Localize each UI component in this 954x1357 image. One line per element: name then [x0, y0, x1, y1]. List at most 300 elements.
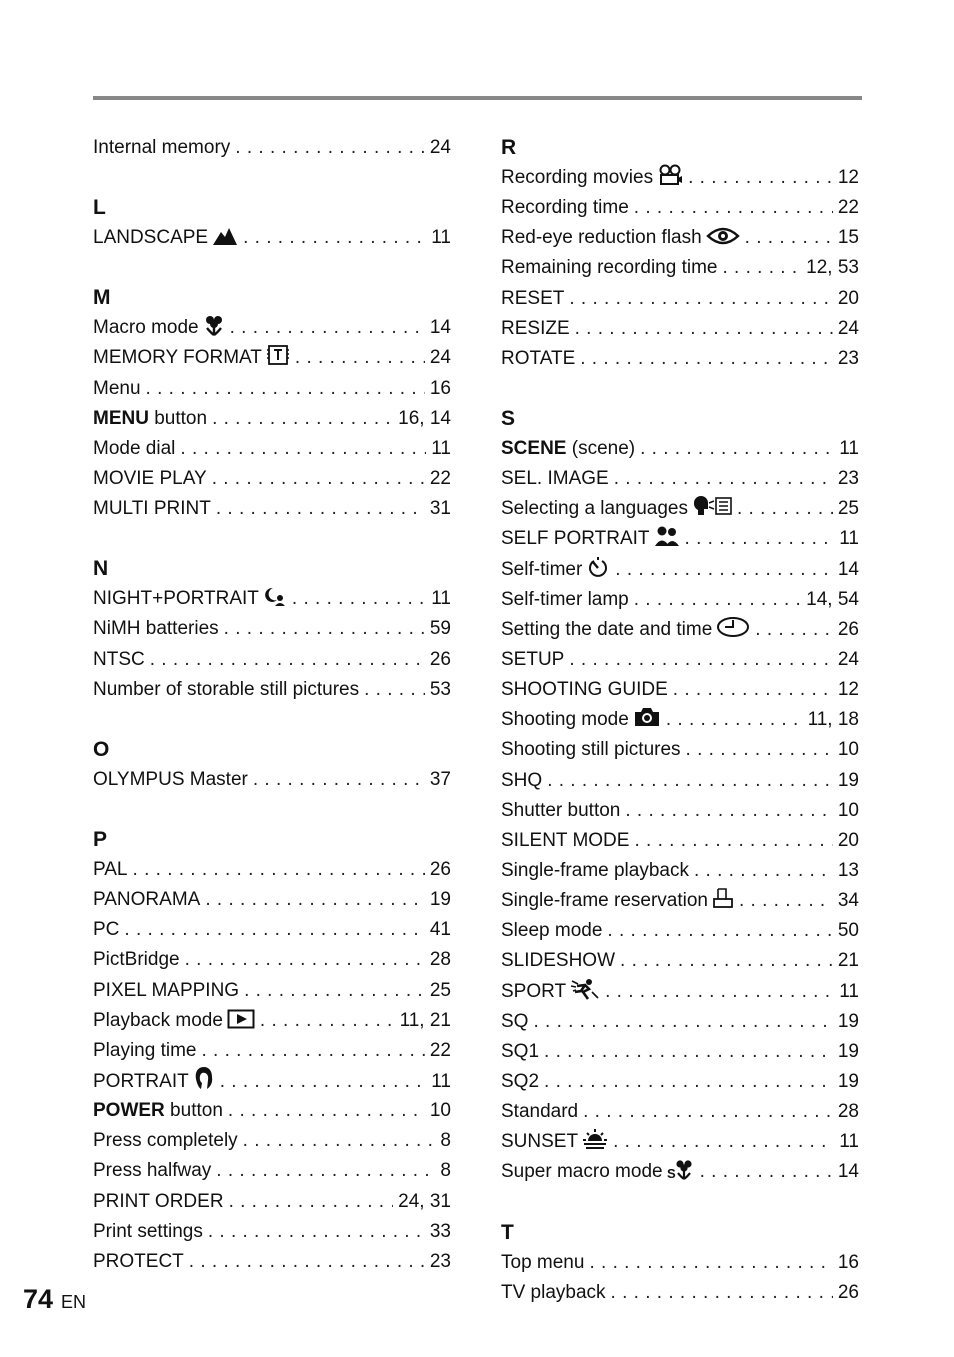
- entry-page-ref: 20: [837, 287, 859, 309]
- index-section-t: [501, 1188, 859, 1308]
- entry-term-text: (scene): [566, 437, 636, 459]
- index-entry-mode-dial: [93, 434, 451, 464]
- macro-flower-icon: [203, 314, 225, 346]
- entry-term-text: SQ1: [501, 1040, 540, 1062]
- entry-term: [501, 344, 575, 374]
- entry-page-ref: 25: [429, 979, 451, 1001]
- entry-page-ref: 34: [837, 890, 859, 912]
- index-entry-shooting-guide: [501, 675, 859, 705]
- entry-page-ref: 12: [837, 167, 859, 188]
- dot-leader: [243, 1126, 436, 1156]
- index-section-r: [501, 133, 859, 374]
- entry-term-text: Internal memory: [93, 137, 231, 158]
- entry-term-text: Playing time: [93, 1039, 197, 1061]
- dot-leader: [243, 223, 426, 253]
- dot-leader: [150, 645, 425, 675]
- dot-leader: [634, 585, 801, 615]
- entry-page-ref: 10: [429, 1100, 451, 1122]
- section-letter: O: [93, 737, 110, 761]
- dot-leader: [212, 464, 425, 494]
- entry-page-ref: 11: [431, 588, 451, 610]
- index-entry-self-timer: [501, 555, 859, 585]
- dot-leader: [146, 374, 425, 404]
- entry-term-text: MULTI PRINT: [93, 498, 211, 520]
- dot-leader: [124, 915, 424, 945]
- entry-page-ref: 24: [429, 137, 451, 158]
- dot-leader: [569, 645, 833, 675]
- index-entry-setting-the-date-and-time: [501, 615, 859, 645]
- entry-term: [501, 1067, 539, 1097]
- index-entry-nimh-batteries: [93, 614, 451, 644]
- entry-term-text: Press completely: [93, 1130, 238, 1152]
- entry-term: [93, 1156, 211, 1186]
- entry-term: [93, 1066, 215, 1100]
- entry-term-text: Recording time: [501, 197, 629, 219]
- entry-term-text: Selecting a languages: [501, 498, 688, 520]
- dot-leader: [569, 284, 833, 314]
- entry-page-ref: 14, 54: [806, 588, 859, 610]
- entry-term-text: MOVIE PLAY: [93, 467, 207, 489]
- index-entry-recording-time: [501, 193, 859, 223]
- index-entry-rotate: [501, 344, 859, 374]
- entry-term-text: TV playback: [501, 1281, 606, 1303]
- index-entry-pc: [93, 915, 451, 945]
- entry-page-ref: 24: [837, 317, 859, 339]
- entry-term: [93, 1096, 223, 1126]
- dot-leader: [613, 1127, 834, 1157]
- entry-term-text: PC: [93, 919, 120, 941]
- entry-page-ref: 19: [837, 1010, 859, 1032]
- dot-leader: [230, 313, 425, 343]
- entry-term: [501, 826, 629, 856]
- entry-term: [93, 1126, 238, 1156]
- language-code: EN: [61, 1292, 87, 1312]
- index-entry-internal-memory: [93, 133, 451, 163]
- entry-page-ref: 59: [429, 618, 451, 640]
- entry-term-text: NiMH batteries: [93, 618, 219, 640]
- entry-term-text: Macro mode: [93, 317, 199, 339]
- index-entry-top-menu: [501, 1248, 859, 1278]
- language-icon: [692, 495, 732, 527]
- page-number: 74: [23, 1284, 54, 1314]
- dot-leader: [583, 1097, 833, 1127]
- entry-term: [93, 313, 225, 346]
- entry-term-text: SUNSET: [501, 1131, 579, 1153]
- entry-term: [93, 1217, 203, 1247]
- entry-term: [501, 1157, 695, 1190]
- entry-term: [501, 163, 683, 196]
- entry-term: [93, 675, 359, 705]
- entry-term-text: Single-frame reservation: [501, 890, 708, 912]
- entry-page-ref: 8: [440, 1130, 451, 1152]
- entry-term: [501, 555, 610, 588]
- dot-leader: [673, 675, 833, 705]
- dot-leader: [292, 584, 426, 614]
- index-entry-night-portrait: [93, 584, 451, 614]
- entry-term-text: NIGHT+PORTRAIT: [93, 588, 259, 610]
- entry-term-text: ROTATE: [501, 347, 576, 369]
- entry-term-text: Recording movies: [501, 167, 654, 188]
- entry-term-text: Self-timer: [501, 558, 583, 580]
- dot-leader: [634, 193, 833, 223]
- sunset-icon: [582, 1128, 608, 1160]
- dot-leader: [685, 524, 835, 554]
- dot-leader: [224, 614, 425, 644]
- entry-term: [93, 1036, 197, 1066]
- playback-icon: [227, 1009, 255, 1039]
- entry-term-text: Menu: [93, 377, 141, 399]
- entry-term-text: SHOOTING GUIDE: [501, 679, 668, 701]
- entry-page-ref: 11: [431, 1070, 451, 1092]
- entry-page-ref: 53: [429, 678, 451, 700]
- dot-leader: [228, 1096, 425, 1126]
- entry-page-ref: 22: [429, 1039, 451, 1061]
- entry-term-text: Remaining recording time: [501, 257, 718, 279]
- dot-leader: [739, 886, 833, 916]
- entry-term: [501, 886, 734, 919]
- entry-term: [501, 1127, 608, 1160]
- index-section-p: [93, 795, 451, 1277]
- entry-term-text: Sleep mode: [501, 920, 603, 942]
- dot-leader: [253, 765, 425, 795]
- landscape-icon: [212, 226, 238, 256]
- dot-leader: [575, 314, 833, 344]
- dot-leader: [544, 1037, 833, 1067]
- clock-icon: [716, 616, 750, 648]
- self-portrait-icon: [654, 525, 680, 557]
- entry-page-ref: 14: [837, 1161, 859, 1183]
- super-macro-icon: [667, 1158, 695, 1190]
- entry-term: [93, 765, 248, 795]
- entry-term-text: PIXEL MAPPING: [93, 979, 240, 1001]
- section-spacer: [501, 1188, 859, 1218]
- entry-page-ref: 12: [837, 679, 859, 701]
- entry-term-text: SHQ: [501, 769, 543, 791]
- entry-page-ref: 16, 14: [398, 407, 451, 429]
- section-spacer: [93, 524, 451, 554]
- entry-term: [501, 675, 668, 705]
- section-spacer: [93, 163, 451, 193]
- entry-page-ref: 26: [837, 618, 859, 640]
- index-column-left: [93, 133, 451, 1277]
- section-letter: S: [501, 406, 516, 430]
- dot-leader: [544, 1067, 833, 1097]
- entry-term: [501, 645, 564, 675]
- entry-page-ref: 24: [837, 648, 859, 670]
- entry-term-text: PAL: [93, 858, 128, 880]
- entry-page-ref: 12, 53: [806, 257, 859, 279]
- entry-term-text: Mode dial: [93, 437, 176, 459]
- index-entry-power-button: [93, 1096, 451, 1126]
- index-entry-selecting-a-languages: [501, 494, 859, 524]
- entry-term-text: LANDSCAPE: [93, 227, 209, 249]
- index-entry-super-macro-mode: [501, 1157, 859, 1187]
- entry-page-ref: 50: [837, 920, 859, 942]
- entry-page-ref: 11: [839, 528, 859, 550]
- entry-term: [93, 404, 207, 434]
- entry-term-text: PROTECT: [93, 1250, 184, 1272]
- section-letter: R: [501, 136, 517, 159]
- dot-leader: [640, 434, 834, 464]
- index-entry-memory-format: [93, 343, 451, 373]
- entry-page-ref: 8: [440, 1160, 451, 1182]
- entry-term: [501, 977, 600, 1010]
- dot-leader: [605, 977, 834, 1007]
- dot-leader: [185, 945, 425, 975]
- index-entry-macro-mode: [93, 313, 451, 343]
- section-spacer: [501, 374, 859, 404]
- entry-term: [93, 976, 239, 1006]
- entry-term: [501, 253, 718, 283]
- entry-term: [501, 223, 740, 256]
- entry-term: [501, 494, 732, 527]
- index-entry-standard: [501, 1097, 859, 1127]
- dot-leader: [244, 976, 425, 1006]
- entry-page-ref: 24, 31: [398, 1190, 451, 1212]
- index-entry-shq: [501, 766, 859, 796]
- index-entry-setup: [501, 645, 859, 675]
- entry-page-ref: 31: [429, 498, 451, 520]
- section-spacer: [93, 705, 451, 735]
- index-entry-shooting-still-pictures: [501, 735, 859, 765]
- dot-leader: [625, 796, 832, 826]
- index-entry-olympus-master: [93, 765, 451, 795]
- entry-term-text: Shooting mode: [501, 709, 629, 731]
- index-entry-menu: [93, 374, 451, 404]
- entry-term: [93, 915, 119, 945]
- dot-leader: [295, 343, 425, 373]
- entry-term-text: Print settings: [93, 1220, 203, 1242]
- svg-text:S: S: [666, 1166, 676, 1181]
- entry-term-text: Setting the date and time: [501, 618, 713, 640]
- memory-format-icon: [266, 344, 290, 376]
- index-entry-slideshow: [501, 946, 859, 976]
- index-column-right: [501, 133, 859, 1308]
- index-entry-panorama: [93, 885, 451, 915]
- entry-term-text: RESIZE: [501, 317, 570, 339]
- entry-term-text: Shooting still pictures: [501, 739, 681, 761]
- entry-page-ref: 41: [429, 919, 451, 941]
- dot-leader: [189, 1247, 425, 1277]
- section-letter: M: [93, 286, 111, 310]
- entry-term-text: SLIDESHOW: [501, 950, 616, 972]
- entry-page-ref: 10: [837, 799, 859, 821]
- entry-term: [501, 464, 609, 494]
- section-letter: N: [93, 557, 109, 581]
- entry-term-text: Self-timer lamp: [501, 588, 629, 610]
- entry-term-text: Top menu: [501, 1251, 585, 1273]
- entry-page-ref: 23: [429, 1250, 451, 1272]
- entry-page-ref: 11, 21: [399, 1009, 451, 1031]
- red-eye-icon: [706, 226, 740, 256]
- entry-term-text: Standard: [501, 1101, 579, 1123]
- entry-term-text: SQ: [501, 1010, 529, 1032]
- entry-term-text: button: [164, 1100, 223, 1122]
- night-portrait-icon: [263, 585, 287, 617]
- dot-leader: [133, 855, 425, 885]
- entry-term-text: Press halfway: [93, 1160, 212, 1182]
- index-entry-tv-playback: [501, 1278, 859, 1308]
- entry-page-ref: 11: [839, 1131, 859, 1153]
- entry-term: [501, 916, 602, 946]
- entry-page-ref: 11: [431, 437, 451, 459]
- entry-term-text: PRINT ORDER: [93, 1190, 224, 1212]
- entry-term: [501, 1007, 528, 1037]
- entry-term-text: Number of storable still pictures: [93, 678, 360, 700]
- dot-leader: [235, 133, 425, 163]
- entry-term-text: PictBridge: [93, 949, 180, 971]
- index-entry-red-eye-reduction-flash: [501, 223, 859, 253]
- dot-leader: [700, 1157, 833, 1187]
- dot-leader: [634, 826, 832, 856]
- entry-term-text: SILENT MODE: [501, 829, 630, 851]
- entry-term: [501, 585, 629, 615]
- dot-leader: [212, 404, 393, 434]
- index-entry-reset: [501, 284, 859, 314]
- entry-term-text: PANORAMA: [93, 889, 201, 911]
- dot-leader: [737, 494, 833, 524]
- entry-term: [93, 494, 211, 524]
- entry-page-ref: 22: [429, 467, 451, 489]
- entry-page-ref: 26: [837, 1281, 859, 1303]
- section-letter: T: [501, 1220, 514, 1244]
- index-entry-self-portrait: [501, 524, 859, 554]
- entry-page-ref: 16: [429, 377, 451, 399]
- entry-page-ref: 21: [837, 950, 859, 972]
- top-rule: [93, 96, 862, 100]
- index-entry-single-frame-reservation: [501, 886, 859, 916]
- index-entry-print-settings: [93, 1217, 451, 1247]
- section-spacer: [93, 795, 451, 825]
- entry-term: [93, 614, 219, 644]
- section-letter: L: [93, 196, 106, 220]
- index-entry-scene-scene: [501, 434, 859, 464]
- index-entry-number-of-storable-still-pictures: [93, 675, 451, 705]
- entry-page-ref: 14: [429, 317, 451, 339]
- camera-icon: [633, 706, 661, 738]
- entry-term: [93, 855, 128, 885]
- entry-term-text: OLYMPUS Master: [93, 768, 248, 790]
- portrait-icon: [193, 1066, 215, 1100]
- dot-leader: [686, 735, 833, 765]
- index-entry-ntsc: [93, 645, 451, 675]
- entry-term-text: MEMORY FORMAT: [93, 347, 262, 369]
- entry-term: [93, 133, 230, 163]
- section-letter: P: [93, 827, 108, 851]
- index-entry-recording-movies: [501, 163, 859, 193]
- entry-term: [501, 434, 635, 464]
- dot-leader: [220, 1067, 427, 1097]
- entry-page-ref: 19: [837, 769, 859, 791]
- dot-leader: [589, 1248, 832, 1278]
- dot-leader: [607, 916, 832, 946]
- entry-term: [93, 374, 141, 404]
- dot-leader: [666, 705, 803, 735]
- entry-page-ref: 26: [429, 858, 451, 880]
- index-entry-self-timer-lamp: [501, 585, 859, 615]
- entry-page-ref: 28: [429, 949, 451, 971]
- dot-leader: [260, 1006, 395, 1036]
- index-entry-shutter-button: [501, 796, 859, 826]
- entry-page-ref: 15: [837, 227, 859, 249]
- entry-page-ref: 11: [839, 980, 859, 1002]
- entry-term-text: Single-frame playback: [501, 859, 689, 881]
- entry-term: [501, 766, 542, 796]
- dot-leader: [208, 1217, 425, 1247]
- dot-leader: [180, 434, 426, 464]
- entry-term-text: Super macro mode: [501, 1161, 663, 1183]
- page-footer: [23, 1284, 86, 1315]
- entry-page-ref: 11: [839, 437, 859, 459]
- dot-leader: [580, 344, 833, 374]
- index-entry-sq1: [501, 1037, 859, 1067]
- entry-term: [501, 314, 570, 344]
- dot-leader: [364, 675, 425, 705]
- index-entry-playback-mode: [93, 1006, 451, 1036]
- index-section-l: [93, 163, 451, 253]
- entry-page-ref: 37: [429, 768, 451, 790]
- dot-leader: [615, 555, 833, 585]
- entry-page-ref: 19: [837, 1070, 859, 1092]
- entry-term-text: button: [148, 407, 208, 429]
- dot-leader: [547, 766, 833, 796]
- index-entry-silent-mode: [501, 826, 859, 856]
- entry-page-ref: 24: [429, 347, 451, 369]
- index-entry-landscape: [93, 223, 451, 253]
- index-entry-sq: [501, 1007, 859, 1037]
- dot-leader: [216, 494, 425, 524]
- entry-term: [501, 946, 615, 976]
- dot-leader: [688, 163, 833, 193]
- index-entry-protect: [93, 1247, 451, 1277]
- index-entry-print-order: [93, 1187, 451, 1217]
- print-reservation-icon: [712, 887, 734, 919]
- dot-leader: [202, 1036, 425, 1066]
- section-spacer: [93, 253, 451, 283]
- entry-term: [93, 343, 290, 376]
- index-entry-pictbridge: [93, 945, 451, 975]
- dot-leader: [216, 1156, 435, 1186]
- entry-page-ref: 23: [837, 347, 859, 369]
- entry-page-ref: 14: [837, 558, 859, 580]
- entry-page-ref: 19: [837, 1040, 859, 1062]
- entry-term-text: RESET: [501, 287, 565, 309]
- entry-page-ref: 20: [837, 829, 859, 851]
- entry-page-ref: 33: [429, 1220, 451, 1242]
- entry-term-text: SETUP: [501, 648, 565, 670]
- dot-leader: [755, 615, 833, 645]
- index-entry-sel-image: [501, 464, 859, 494]
- entry-term: [501, 735, 681, 765]
- entry-page-ref: 13: [837, 859, 859, 881]
- entry-term: [93, 434, 175, 464]
- entry-term-text: SQ2: [501, 1070, 540, 1092]
- dot-leader: [533, 1007, 832, 1037]
- entry-page-ref: 23: [837, 468, 859, 490]
- entry-page-ref: 26: [429, 648, 451, 670]
- entry-term: [501, 856, 689, 886]
- entry-term-text: SEL. IMAGE: [501, 468, 609, 490]
- entry-term: [93, 1006, 255, 1039]
- entry-page-ref: 11, 18: [807, 709, 859, 731]
- dot-leader: [205, 885, 425, 915]
- entry-page-ref: 25: [837, 498, 859, 520]
- index-entry-sleep-mode: [501, 916, 859, 946]
- index-entry-multi-print: [93, 494, 451, 524]
- entry-term-text: PORTRAIT: [93, 1070, 189, 1092]
- entry-term-text: Red-eye reduction flash: [501, 227, 702, 249]
- index-section-m: [93, 253, 451, 524]
